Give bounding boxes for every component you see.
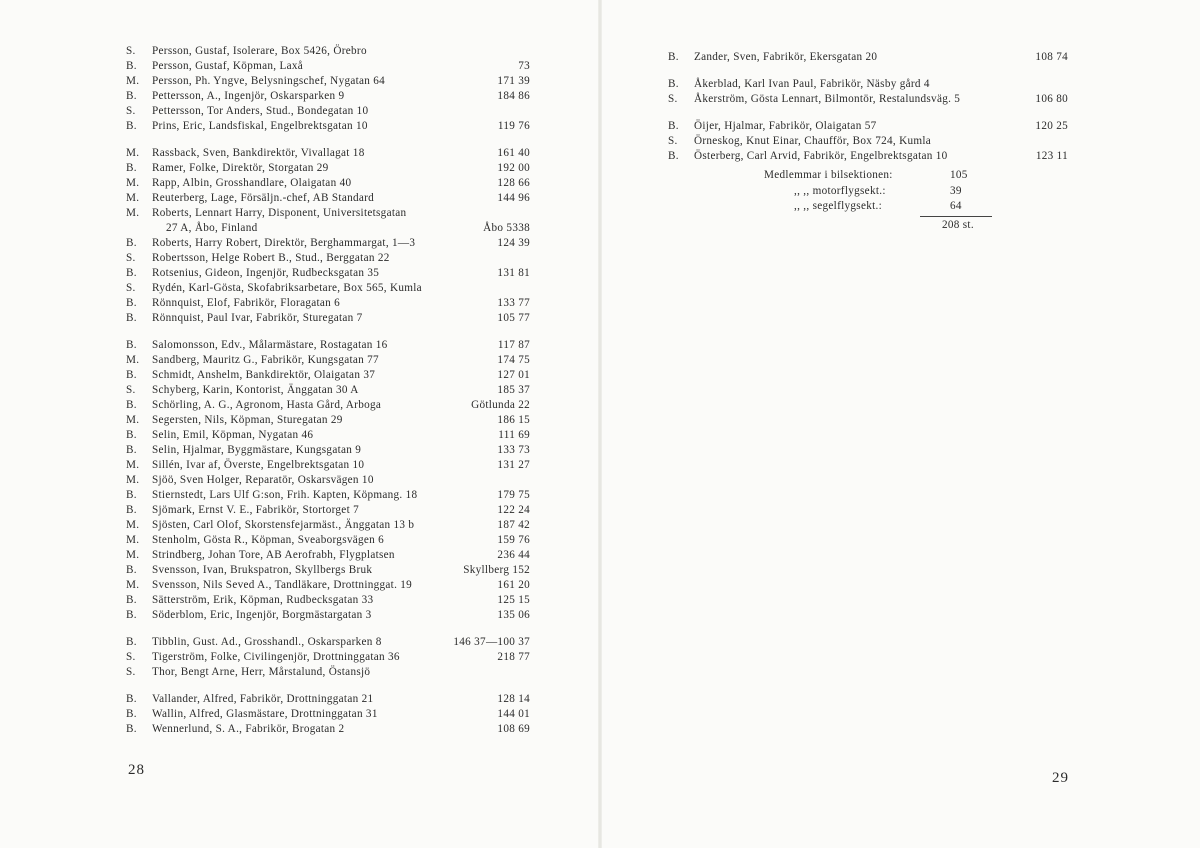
summary-total: 208 st. <box>942 219 974 231</box>
member-category: B. <box>126 90 137 102</box>
member-entry <box>126 635 530 650</box>
member-category: B. <box>126 444 137 456</box>
member-category: B. <box>126 297 137 309</box>
member-phone: 117 87 <box>497 339 530 351</box>
member-entry <box>126 311 530 326</box>
member-details: Sandberg, Mauritz G., Fabrikör, Kungsgatan 77 <box>152 354 379 366</box>
member-category: M. <box>126 534 140 546</box>
member-entry <box>126 161 530 176</box>
sum-rule <box>920 216 992 217</box>
member-phone: 144 01 <box>497 708 530 720</box>
member-details: Tigerström, Folke, Civilingenjör, Drottninggatan 36 <box>152 651 400 663</box>
member-details: Persson, Ph. Yngve, Belysningschef, Nygatan 64 <box>152 75 386 87</box>
member-details: Rassback, Sven, Bankdirektör, Vivallagat 18 <box>152 147 365 159</box>
member-details: Svensson, Nils Seved A., Tandläkare, Drottninggat. 19 <box>152 579 413 591</box>
right-page <box>600 0 1200 848</box>
member-category: M. <box>126 549 140 561</box>
member-entry <box>126 692 530 707</box>
member-category: S. <box>126 45 136 57</box>
member-category: M. <box>126 177 140 189</box>
member-phone: 144 96 <box>497 192 530 204</box>
member-category: B. <box>668 51 679 63</box>
member-category: B. <box>126 339 137 351</box>
member-details: Sjöö, Sven Holger, Reparatör, Oskarsvägen 10 <box>152 474 374 486</box>
member-details: Strindberg, Johan Tore, AB Aerofrabh, Flygplatsen <box>152 549 395 561</box>
member-details: Örneskog, Knut Einar, Chaufför, Box 724, Kumla <box>694 135 932 147</box>
member-entry <box>668 134 1068 149</box>
member-phone: 131 27 <box>497 459 530 471</box>
member-entry <box>126 251 530 266</box>
member-entry <box>126 665 530 680</box>
member-details: Österberg, Carl Arvid, Fabrikör, Engelbrektsgatan 10 <box>694 150 948 162</box>
member-entry <box>126 146 530 161</box>
member-phone: 187 42 <box>497 519 530 531</box>
member-entry <box>126 44 530 59</box>
member-category: B. <box>668 120 679 132</box>
member-details: Pettersson, A., Ingenjör, Oskarsparken 9 <box>152 90 345 102</box>
member-phone: 186 15 <box>497 414 530 426</box>
member-category: M. <box>126 519 140 531</box>
member-entry <box>668 50 1068 65</box>
member-phone: 111 69 <box>498 429 530 441</box>
member-category: S. <box>126 105 136 117</box>
member-category: B. <box>126 312 137 324</box>
member-entry <box>126 266 530 281</box>
member-phone: 146 37—100 37 <box>453 636 530 648</box>
member-details: 27 A, Åbo, Finland <box>166 222 258 234</box>
summary-label: ,, ,, segelflygsekt.: <box>794 200 883 212</box>
member-entry <box>126 650 530 665</box>
page-number: 28 <box>128 762 145 778</box>
member-category: B. <box>126 504 137 516</box>
member-entry <box>126 236 530 251</box>
member-phone: 108 74 <box>1035 51 1068 63</box>
member-phone: 120 25 <box>1035 120 1068 132</box>
member-entry <box>126 206 530 221</box>
member-details: Wallin, Alfred, Glasmästare, Drottninggatan 31 <box>152 708 378 720</box>
member-category: M. <box>126 192 140 204</box>
page-number: 29 <box>1052 770 1069 786</box>
member-phone: 125 15 <box>497 594 530 606</box>
member-entry <box>126 548 530 563</box>
member-details: Rönnquist, Paul Ivar, Fabrikör, Sturegatan 7 <box>152 312 363 324</box>
member-entry <box>126 443 530 458</box>
member-category: M. <box>126 579 140 591</box>
member-phone: 218 77 <box>497 651 530 663</box>
member-entry <box>126 608 530 623</box>
member-details: Sjömark, Ernst V. E., Fabrikör, Stortorget 7 <box>152 504 359 516</box>
member-entry <box>126 488 530 503</box>
member-details: Åkerström, Gösta Lennart, Bilmontör, Restalundsväg. 5 <box>694 93 961 105</box>
member-phone: Skyllberg 152 <box>463 564 530 576</box>
group-spacer <box>126 326 530 338</box>
right-member-list <box>668 50 1068 164</box>
member-category: B. <box>126 636 137 648</box>
member-details: Vallander, Alfred, Fabrikör, Drottninggatan 21 <box>152 693 374 705</box>
member-entry <box>126 563 530 578</box>
member-details: Rydén, Karl-Gösta, Skofabriksarbetare, Box 565, Kumla <box>152 282 422 294</box>
member-phone: 128 14 <box>497 693 530 705</box>
member-entry <box>126 458 530 473</box>
summary-label: Medlemmar i bilsektionen: <box>764 169 893 181</box>
member-category: S. <box>126 666 136 678</box>
member-details: Robertsson, Helge Robert B., Stud., Berggatan 22 <box>152 252 390 264</box>
member-entry <box>126 707 530 722</box>
member-phone: Götlunda 22 <box>471 399 530 411</box>
member-entry <box>126 533 530 548</box>
member-phone: 236 44 <box>497 549 530 561</box>
member-details: Zander, Sven, Fabrikör, Ekersgatan 20 <box>694 51 878 63</box>
member-phone: 108 69 <box>497 723 530 735</box>
member-entry <box>126 473 530 488</box>
member-entry <box>668 77 1068 92</box>
member-category: B. <box>126 162 137 174</box>
member-phone: 123 11 <box>1035 150 1068 162</box>
member-phone: 174 75 <box>497 354 530 366</box>
group-spacer <box>668 107 1068 119</box>
member-entry <box>126 503 530 518</box>
member-phone: 122 24 <box>497 504 530 516</box>
member-phone: 161 40 <box>497 147 530 159</box>
member-phone: 159 76 <box>497 534 530 546</box>
group-spacer <box>126 680 530 692</box>
member-details: Söderblom, Eric, Ingenjör, Borgmästargatan 3 <box>152 609 372 621</box>
member-category: M. <box>126 354 140 366</box>
member-category: B. <box>668 78 679 90</box>
member-details: Roberts, Lennart Harry, Disponent, Universitetsgatan <box>152 207 407 219</box>
member-category: B. <box>126 120 137 132</box>
member-phone: 161 20 <box>497 579 530 591</box>
member-category: M. <box>126 474 140 486</box>
member-details: Rapp, Albin, Grosshandlare, Olaigatan 40 <box>152 177 352 189</box>
member-details: Schmidt, Anshelm, Bankdirektör, Olaigatan 37 <box>152 369 376 381</box>
member-category: B. <box>126 267 137 279</box>
member-phone: 133 77 <box>497 297 530 309</box>
member-phone: 171 39 <box>497 75 530 87</box>
member-details: Roberts, Harry Robert, Direktör, Berghammargat, 1—3 <box>152 237 416 249</box>
member-phone: 179 75 <box>497 489 530 501</box>
member-phone: 131 81 <box>497 267 530 279</box>
member-details: Stiernstedt, Lars Ulf G:son, Frih. Kapten, Köpmang. 18 <box>152 489 418 501</box>
member-entry <box>126 353 530 368</box>
member-entry <box>126 191 530 206</box>
member-category: B. <box>126 594 137 606</box>
member-entry <box>126 176 530 191</box>
member-details: Sätterström, Erik, Köpman, Rudbecksgatan 33 <box>152 594 374 606</box>
summary-value: 105 <box>950 169 968 181</box>
member-entry <box>668 92 1068 107</box>
member-entry <box>126 74 530 89</box>
group-spacer <box>668 65 1068 77</box>
member-details: Thor, Bengt Arne, Herr, Mårstalund, Östansjö <box>152 666 371 678</box>
member-entry <box>126 413 530 428</box>
member-category: M. <box>126 75 140 87</box>
summary-label: ,, ,, motorflygsekt.: <box>794 184 886 197</box>
member-phone: 135 06 <box>497 609 530 621</box>
summary-value: 64 <box>950 200 962 212</box>
member-phone: 133 73 <box>497 444 530 456</box>
member-entry <box>126 119 530 134</box>
member-details: Öijer, Hjalmar, Fabrikör, Olaigatan 57 <box>694 120 877 132</box>
member-details: Wennerlund, S. A., Fabrikör, Brogatan 2 <box>152 723 345 735</box>
member-category: B. <box>126 564 137 576</box>
left-member-list <box>126 44 530 737</box>
member-category: M. <box>126 414 140 426</box>
group-spacer <box>126 623 530 635</box>
member-category: B. <box>126 693 137 705</box>
member-entry <box>126 89 530 104</box>
member-details: Sillén, Ivar af, Överste, Engelbrektsgatan 10 <box>152 459 365 471</box>
member-details: Persson, Gustaf, Isolerare, Box 5426, Örebro <box>152 45 367 57</box>
member-phone: 119 76 <box>497 120 530 132</box>
member-details: Segersten, Nils, Köpman, Sturegatan 29 <box>152 414 343 426</box>
member-entry <box>126 383 530 398</box>
member-entry <box>126 398 530 413</box>
member-category: S. <box>126 252 136 264</box>
member-details: Ramer, Folke, Direktör, Storgatan 29 <box>152 162 329 174</box>
member-entry <box>126 281 530 296</box>
member-phone: 105 77 <box>497 312 530 324</box>
member-entry <box>668 149 1068 164</box>
member-phone: 184 86 <box>497 90 530 102</box>
member-phone: Åbo 5338 <box>483 222 530 234</box>
member-phone: 106 80 <box>1035 93 1068 105</box>
member-details: Schörling, A. G., Agronom, Hasta Gård, Arboga <box>152 399 382 411</box>
summary-value: 39 <box>950 184 962 197</box>
member-category: B. <box>126 369 137 381</box>
member-category: B. <box>126 708 137 720</box>
member-category: B. <box>126 60 137 72</box>
member-details: Pettersson, Tor Anders, Stud., Bondegatan 10 <box>152 105 369 117</box>
member-phone: 185 37 <box>497 384 530 396</box>
member-category: B. <box>668 150 679 162</box>
member-category: B. <box>126 489 137 501</box>
member-category: B. <box>126 609 137 621</box>
member-category: S. <box>126 384 136 396</box>
member-entry <box>126 338 530 353</box>
member-category: B. <box>126 723 137 735</box>
member-details: Rotsenius, Gideon, Ingenjör, Rudbecksgatan 35 <box>152 267 380 279</box>
member-category: M. <box>126 147 140 159</box>
member-category: B. <box>126 429 137 441</box>
member-details: Persson, Gustaf, Köpman, Laxå <box>152 60 304 72</box>
member-category: S. <box>126 282 136 294</box>
member-details: Prins, Eric, Landsfiskal, Engelbrektsgatan 10 <box>152 120 368 132</box>
member-entry <box>126 428 530 443</box>
member-details: Åkerblad, Karl Ivan Paul, Fabrikör, Näsby gård 4 <box>694 78 930 90</box>
member-phone: 127 01 <box>497 369 530 381</box>
member-category: B. <box>126 399 137 411</box>
member-entry <box>126 722 530 737</box>
member-category: S. <box>668 93 678 105</box>
member-category: M. <box>126 459 140 471</box>
member-entry <box>126 104 530 119</box>
member-entry <box>126 593 530 608</box>
member-category: S. <box>668 135 678 147</box>
member-entry <box>668 119 1068 134</box>
member-details: Selin, Hjalmar, Byggmästare, Kungsgatan 9 <box>152 444 362 456</box>
member-category: M. <box>126 207 140 219</box>
member-entry <box>126 59 530 74</box>
member-phone: 73 <box>518 60 530 72</box>
member-details: Salomonsson, Edv., Målarmästare, Rostagatan 16 <box>152 339 388 351</box>
group-spacer <box>126 134 530 146</box>
member-entry <box>126 518 530 533</box>
member-details: Reuterberg, Lage, Försäljn.-chef, AB Standard <box>152 192 375 204</box>
member-entry <box>126 296 530 311</box>
member-entry <box>126 221 530 236</box>
member-details: Sjösten, Carl Olof, Skorstensfejarmäst., Änggatan 13 b <box>152 519 415 531</box>
member-details: Selin, Emil, Köpman, Nygatan 46 <box>152 429 314 441</box>
member-details: Svensson, Ivan, Brukspatron, Skyllbergs Bruk <box>152 564 373 576</box>
member-details: Rönnquist, Elof, Fabrikör, Floragatan 6 <box>152 297 341 309</box>
member-category: S. <box>126 651 136 663</box>
member-entry <box>126 368 530 383</box>
member-details: Stenholm, Gösta R., Köpman, Sveaborgsvägen 6 <box>152 534 385 546</box>
member-entry <box>126 578 530 593</box>
member-phone: 192 00 <box>497 162 530 174</box>
member-phone: 124 39 <box>497 237 530 249</box>
member-details: Tibblin, Gust. Ad., Grosshandl., Oskarsparken 8 <box>152 636 382 648</box>
member-category: B. <box>126 237 137 249</box>
member-details: Schyberg, Karin, Kontorist, Änggatan 30 A <box>152 384 359 396</box>
member-phone: 128 66 <box>497 177 530 189</box>
